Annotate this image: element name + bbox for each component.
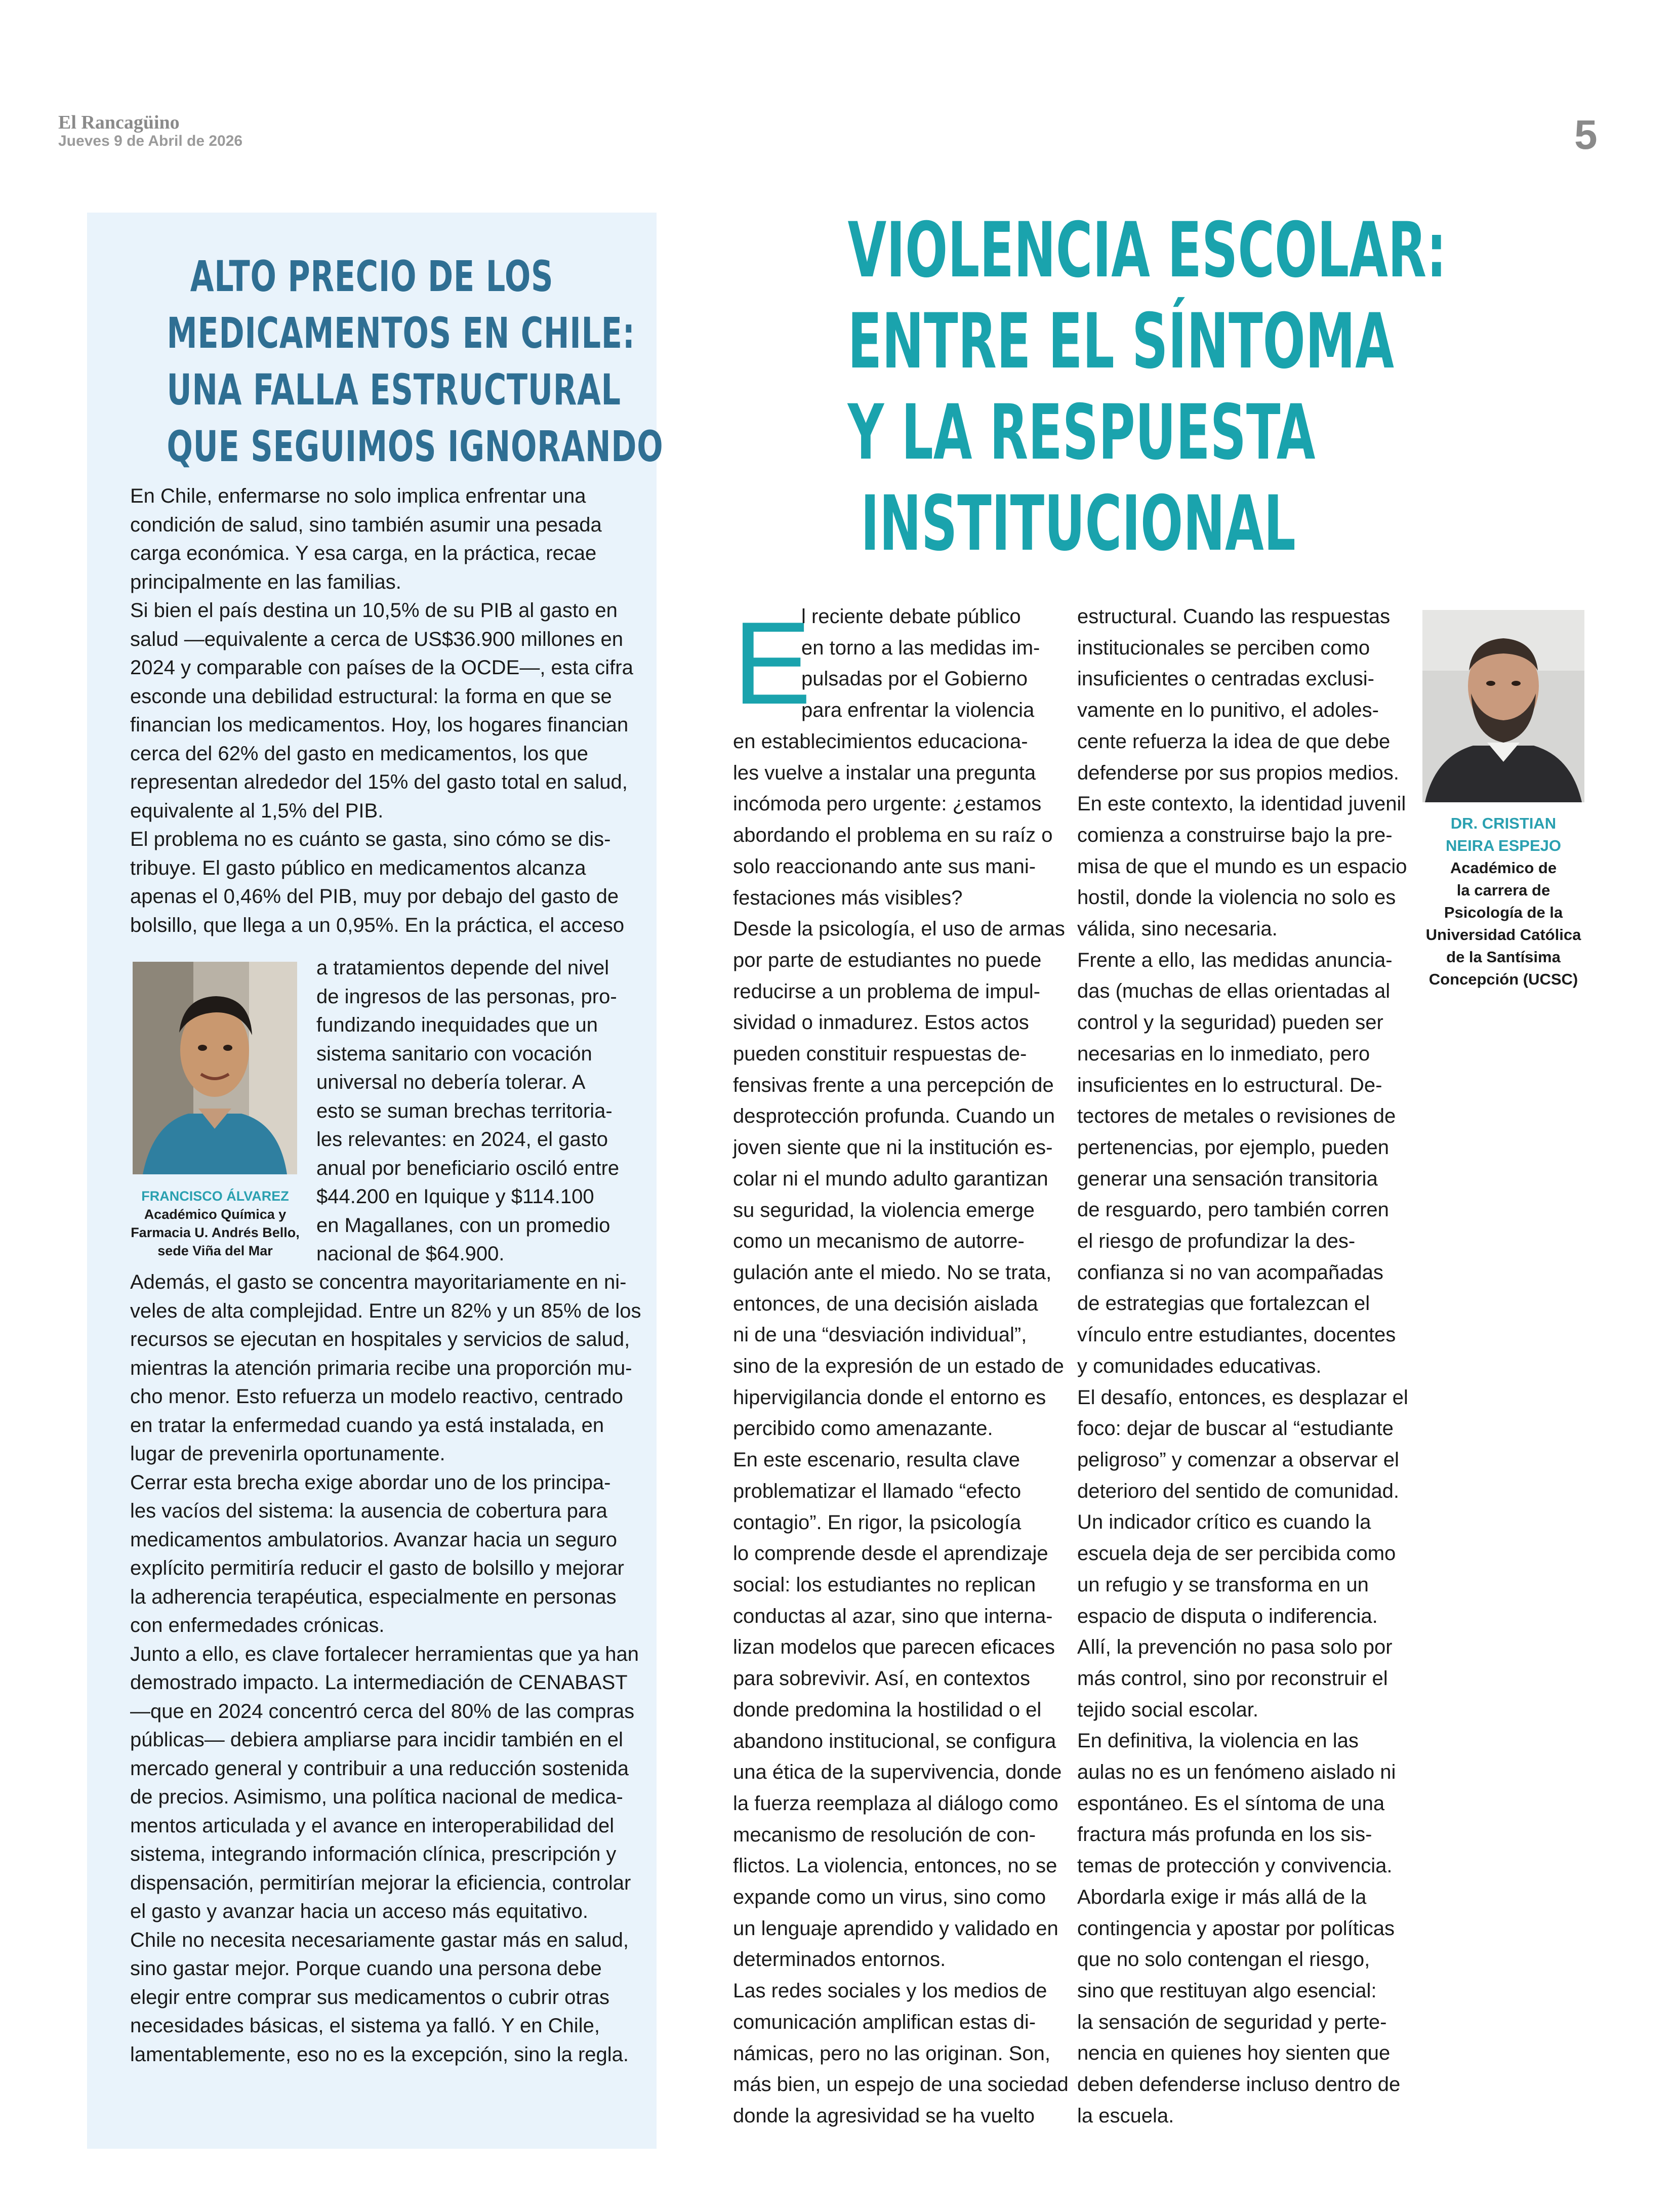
text-line: ni de una “desviación individual”,	[733, 1324, 1027, 1346]
text-line: temas de protección y convivencia.	[1077, 1855, 1393, 1877]
author-caption-cristian	[1412, 812, 1595, 991]
text-line: hipervigilancia donde el entorno es	[733, 1386, 1046, 1409]
text-line: misa de que el mundo es un espacio	[1077, 855, 1407, 878]
author-caption-francisco	[127, 1187, 304, 1260]
text-line: expande como un virus, sino como	[733, 1886, 1046, 1909]
text-line: cerca del 62% del gasto en medicamentos, los que	[130, 742, 588, 765]
text-line: espontáneo. Es el síntoma de una	[1077, 1792, 1385, 1815]
text-line: pulsadas por el Gobierno	[801, 668, 1028, 690]
text-line: $44.200 en Iquique y $114.100	[316, 1185, 594, 1208]
text-line: les relevantes: en 2024, el gasto	[316, 1128, 608, 1151]
text-line: lamentablemente, eso no es la excepción, sino la regla.	[130, 2043, 629, 2066]
text-line: conductas al azar, sino que interna-	[733, 1605, 1053, 1627]
page-number: 5	[1574, 112, 1598, 158]
text-line: joven siente que ni la institución es-	[733, 1136, 1053, 1159]
text-line: cente refuerza la idea de que debe	[1077, 730, 1391, 753]
text-line: sino que restituyan algo esencial:	[1077, 1979, 1377, 2002]
text-line: anual por beneficiario osciló entre	[316, 1157, 620, 1179]
text-line: la adherencia terapéutica, especialmente en personas	[130, 1585, 617, 1608]
text-line: foco: dejar de buscar al “estudiante	[1077, 1417, 1394, 1440]
text-line: más bien, un espejo de una sociedad	[733, 2073, 1069, 2096]
text-line: confianza si no van acompañadas	[1077, 1261, 1383, 1284]
text-line: bolsillo, que llega a un 0,95%. En la práctica, el acceso	[130, 914, 625, 936]
text-line: públicas— debiera ampliarse para incidir también en el	[130, 1729, 623, 1751]
text-line: aulas no es un fenómeno aislado ni	[1077, 1761, 1396, 1784]
text-line: lo comprende desde el aprendizaje	[733, 1542, 1048, 1565]
text-line: mercado general y contribuir a una reducción sostenida	[130, 1757, 629, 1780]
text-line: Un indicador crítico es cuando la	[1077, 1511, 1371, 1534]
text-line: sistema, integrando información clínica, prescripción y	[130, 1843, 617, 1865]
text-line: Abordarla exige ir más allá de la	[1077, 1886, 1367, 1908]
author-name: FRANCISCO ÁLVAREZ	[141, 1189, 289, 1204]
text-line: salud —equivalente a cerca de US$36.900 millones en	[130, 628, 623, 650]
text-line: por parte de estudiantes no puede	[733, 949, 1042, 971]
text-line: El problema no es cuánto se gasta, sino cómo se dis-	[130, 828, 611, 850]
text-line: que no solo contengan el riesgo,	[1077, 1948, 1370, 1971]
text-line: sistema sanitario con vocación	[316, 1042, 592, 1065]
title-line: QUE SEGUIMOS IGNORANDO	[167, 422, 664, 471]
text-line: Frente a ello, las medidas anuncia-	[1077, 949, 1393, 971]
text-line: de resguardo, pero también corren	[1077, 1199, 1389, 1221]
text-line: y comunidades educativas.	[1077, 1355, 1322, 1377]
text-line: equivalente al 1,5% del PIB.	[130, 799, 384, 822]
left-article-body-top	[130, 482, 633, 939]
text-line: Desde la psicología, el uso de armas	[733, 918, 1065, 940]
text-line: necesidades básicas, el sistema ya falló. Y en Chile,	[130, 2015, 600, 2037]
text-line: lugar de prevenirla oportunamente.	[130, 1443, 445, 1465]
text-line: pueden constituir respuestas de-	[733, 1043, 1027, 1066]
text-line: hostil, donde la violencia no solo es	[1077, 886, 1396, 909]
text-line: estructural. Cuando las respuestas	[1077, 605, 1391, 628]
text-line: nencia en quienes hoy sienten que	[1077, 2042, 1391, 2065]
text-line: deterioro del sentido de comunidad.	[1077, 1480, 1399, 1502]
text-line: universal no debería tolerar. A	[316, 1071, 586, 1093]
text-line: la fuerza reemplaza al diálogo como	[733, 1792, 1058, 1815]
text-line: sino gastar mejor. Porque cuando una persona debe	[130, 1957, 602, 1980]
text-line: donde predomina la hostilidad o el	[733, 1698, 1042, 1721]
text-line: En Chile, enfermarse no solo implica enfrentar una	[130, 485, 586, 507]
issue-date: Jueves 9 de Abril de 2026	[58, 133, 243, 149]
text-line: de ingresos de las personas, pro-	[316, 985, 617, 1008]
text-line: en torno a las medidas im-	[801, 636, 1040, 659]
text-line: con enfermedades crónicas.	[130, 1614, 385, 1636]
text-line: de estrategias que fortalezcan el	[1077, 1292, 1370, 1315]
title-line: VIOLENCIA ESCOLAR:	[847, 207, 1447, 295]
text-line: entonces, de una decisión aislada	[733, 1292, 1038, 1315]
text-line: percibido como amenazante.	[733, 1417, 993, 1440]
text-line: das (muchas de ellas orientadas al	[1077, 980, 1391, 1003]
text-line: medicamentos ambulatorios. Avanzar hacia un seguro	[130, 1528, 618, 1551]
text-line: abandono institucional, se configura	[733, 1730, 1056, 1752]
text-line: carga económica. Y esa carga, en la práctica, recae	[130, 542, 597, 564]
text-line: más control, sino por reconstruir el	[1077, 1667, 1388, 1690]
text-line: Allí, la prevención no pasa solo por	[1077, 1636, 1393, 1659]
title-line: Y LA RESPUESTA	[847, 389, 1316, 477]
text-line: financian los medicamentos. Hoy, los hogares financian	[130, 714, 629, 736]
text-line: veles de alta complejidad. Entre un 82% y un 85% de los	[130, 1299, 641, 1322]
text-line: incómoda pero urgente: ¿estamos	[733, 793, 1042, 815]
text-line: apenas el 0,46% del PIB, muy por debajo del gasto de	[130, 885, 619, 908]
main-article-title	[847, 205, 1447, 569]
text-line: peligroso” y comenzar a observar el	[1077, 1448, 1399, 1471]
newspaper-name: El Rancagüino	[58, 112, 180, 133]
text-line: comunicación amplifican estas di-	[733, 2011, 1036, 2033]
text-line: mientras la atención primaria recibe una proporción mu-	[130, 1357, 632, 1379]
text-line: social: los estudiantes no replican	[733, 1573, 1036, 1596]
main-article-column-2	[1077, 601, 1408, 2132]
text-line: demostrado impacto. La intermediación de CENABAST	[130, 1671, 628, 1694]
text-line: un lenguaje aprendido y validado en	[733, 1917, 1058, 1940]
text-line: en establecimientos educaciona-	[733, 730, 1028, 753]
text-line: 2024 y comparable con países de la OCDE—, esta cifra	[130, 657, 633, 679]
text-line: reducirse a un problema de impul-	[733, 980, 1040, 1003]
text-line: En este contexto, la identidad juvenil	[1077, 793, 1406, 815]
author-role: Académico de	[1450, 859, 1557, 877]
title-line: ENTRE EL SÍNTOMA	[847, 298, 1394, 386]
person-icon	[1422, 610, 1584, 802]
text-line: el gasto y avanzar hacia un acceso más equitativo.	[130, 1900, 588, 1922]
text-line: les vuelve a instalar una pregunta	[733, 761, 1036, 784]
text-line: fundizando inequidades que un	[316, 1014, 598, 1036]
text-line: fensivas frente a una percepción de	[733, 1074, 1054, 1096]
text-line: desprotección profunda. Cuando un	[733, 1105, 1055, 1128]
left-article-title	[167, 248, 664, 475]
main-article-intro	[801, 601, 1054, 726]
text-line: tejido social escolar.	[1077, 1698, 1258, 1721]
text-line: festaciones más visibles?	[733, 886, 963, 909]
text-line: esconde una debilidad estructural: la forma en que se	[130, 685, 612, 708]
author-role: la carrera de	[1456, 881, 1550, 899]
title-line: UNA FALLA ESTRUCTURAL	[167, 365, 621, 415]
text-line: lizan modelos que parecen eficaces	[733, 1636, 1055, 1659]
author-role: Concepción (UCSC)	[1428, 970, 1578, 988]
text-line: en tratar la enfermedad cuando ya está instalada, en	[130, 1414, 604, 1437]
text-line: nacional de $64.900.	[316, 1243, 505, 1265]
text-line: de precios. Asimismo, una política nacional de medica-	[130, 1786, 623, 1808]
text-line: solo reaccionando ante sus mani-	[733, 855, 1036, 878]
text-line: abordando el problema en su raíz o	[733, 824, 1053, 847]
author-name: NEIRA ESPEJO	[1446, 837, 1561, 854]
text-line: colar ni el mundo adulto garantizan	[733, 1167, 1048, 1190]
text-line: la sensación de seguridad y perte-	[1077, 2011, 1387, 2033]
left-article-body-bottom	[130, 1268, 641, 2069]
text-line: en Magallanes, con un promedio	[316, 1214, 610, 1237]
title-line: INSTITUCIONAL	[861, 480, 1296, 568]
text-line: la escuela.	[1077, 2104, 1174, 2127]
author-role: sede Viña del Mar	[157, 1243, 273, 1258]
text-line: gulación ante el miedo. No se trata,	[733, 1261, 1052, 1284]
text-line: flictos. La violencia, entonces, no se	[733, 1855, 1057, 1877]
text-line: insuficientes o centradas exclusi-	[1077, 668, 1374, 690]
text-line: tectores de metales o revisiones de	[1077, 1105, 1396, 1128]
text-line: válida, sino necesaria.	[1077, 918, 1278, 940]
text-line: elegir entre comprar sus medicamentos o cubrir otras	[130, 1986, 610, 2009]
text-line: como un mecanismo de autorre-	[733, 1230, 1025, 1253]
text-line: recursos se ejecutan en hospitales y servicios de salud,	[130, 1328, 630, 1350]
text-line: determinados entornos.	[733, 1948, 946, 1971]
text-line: dispensación, permitirían mejorar la eficiencia, controlar	[130, 1871, 631, 1894]
text-line: tribuye. El gasto público en medicamentos alcanza	[130, 856, 586, 879]
author-photo-francisco	[133, 962, 297, 1174]
text-line: —que en 2024 concentró cerca del 80% de las compras	[130, 1700, 635, 1723]
text-line: En este escenario, resulta clave	[733, 1449, 1020, 1471]
text-line: mecanismo de resolución de con-	[733, 1823, 1036, 1846]
text-line: donde la agresividad se ha vuelto	[733, 2104, 1035, 2127]
text-line: para sobrevivir. Así, en contextos	[733, 1667, 1030, 1690]
text-line: contagio”. En rigor, la psicología	[733, 1511, 1022, 1534]
text-line: institucionales se perciben como	[1077, 636, 1370, 659]
text-line: un refugio y se transforma en un	[1077, 1573, 1369, 1596]
text-line: mentos articulada y el avance en interoperabilidad del	[130, 1814, 615, 1837]
text-line: Cerrar esta brecha exige abordar uno de los principa-	[130, 1471, 611, 1494]
text-line: representan alrededor del 15% del gasto total en salud,	[130, 771, 628, 793]
title-line: ALTO PRECIO DE LOS	[190, 252, 554, 301]
author-role: Académico Química y	[144, 1207, 287, 1222]
author-role: Psicología de la	[1444, 904, 1563, 921]
text-line: Además, el gasto se concentra mayoritariamente en ni-	[130, 1271, 627, 1293]
person-icon	[133, 962, 297, 1174]
text-line: principalmente en las familias.	[130, 570, 401, 593]
main-article-column-1	[733, 726, 1069, 2132]
text-line: deben defenderse incluso dentro de	[1077, 2073, 1401, 2096]
text-line: les vacíos del sistema: la ausencia de cobertura para	[130, 1500, 607, 1522]
text-line: comienza a construirse bajo la pre-	[1077, 824, 1393, 846]
left-article-body-wrap	[316, 954, 619, 1268]
text-line: control y la seguridad) pueden ser	[1077, 1011, 1383, 1034]
text-line: para enfrentar la violencia	[801, 699, 1035, 722]
text-line: sividad o inmadurez. Estos actos	[733, 1011, 1029, 1034]
text-line: contingencia y apostar por políticas	[1077, 1917, 1395, 1940]
text-line: insuficientes en lo estructural. De-	[1077, 1074, 1382, 1096]
text-line: esto se suman brechas territoria-	[316, 1099, 613, 1122]
text-line: Las redes sociales y los medios de	[733, 1980, 1047, 2002]
text-line: explícito permitiría reducir el gasto de bolsillo y mejorar	[130, 1557, 624, 1579]
text-line: fractura más profunda en los sis-	[1077, 1823, 1372, 1846]
author-role: Universidad Católica	[1425, 926, 1581, 944]
text-line: escuela deja de ser percibida como	[1077, 1542, 1396, 1565]
text-line: generar una sensación transitoria	[1077, 1167, 1378, 1190]
author-photo-cristian	[1422, 610, 1584, 802]
title-line: MEDICAMENTOS EN CHILE:	[167, 308, 635, 358]
text-line: l reciente debate público	[801, 605, 1021, 628]
text-line: námicas, pero no las originan. Son,	[733, 2042, 1051, 2065]
author-role: de la Santísima	[1446, 948, 1561, 966]
text-line: problematizar el llamado “efecto	[733, 1480, 1022, 1502]
text-line: una ética de la supervivencia, donde	[733, 1761, 1062, 1784]
text-line: espacio de disputa o indiferencia.	[1077, 1605, 1378, 1627]
text-line: el riesgo de profundizar la des-	[1077, 1230, 1356, 1253]
text-line: vamente en lo punitivo, el adoles-	[1077, 699, 1379, 722]
text-line: defenderse por sus propios medios.	[1077, 761, 1399, 784]
text-line: cho menor. Esto refuerza un modelo reactivo, centrado	[130, 1385, 623, 1408]
drop-cap: E	[733, 598, 811, 729]
text-line: su seguridad, la violencia emerge	[733, 1199, 1035, 1221]
text-line: vínculo entre estudiantes, docentes	[1077, 1324, 1396, 1346]
text-line: El desafío, entonces, es desplazar el	[1077, 1386, 1408, 1409]
text-line: Junto a ello, es clave fortalecer herramientas que ya han	[130, 1643, 639, 1665]
text-line: pertenencias, por ejemplo, pueden	[1077, 1136, 1389, 1159]
text-line: Chile no necesita necesariamente gastar más en salud,	[130, 1929, 629, 1951]
text-line: sino de la expresión de un estado de	[733, 1355, 1064, 1378]
text-line: En definitiva, la violencia en las	[1077, 1730, 1359, 1752]
author-role: Farmacia U. Andrés Bello,	[131, 1225, 300, 1240]
author-name: DR. CRISTIAN	[1450, 814, 1557, 832]
text-line: Si bien el país destina un 10,5% de su PIB al gasto en	[130, 599, 618, 622]
text-line: condición de salud, sino también asumir una pesada	[130, 513, 602, 536]
text-line: necesarias en lo inmediato, pero	[1077, 1042, 1370, 1065]
masthead	[58, 112, 242, 150]
text-line: a tratamientos depende del nivel	[316, 957, 609, 979]
